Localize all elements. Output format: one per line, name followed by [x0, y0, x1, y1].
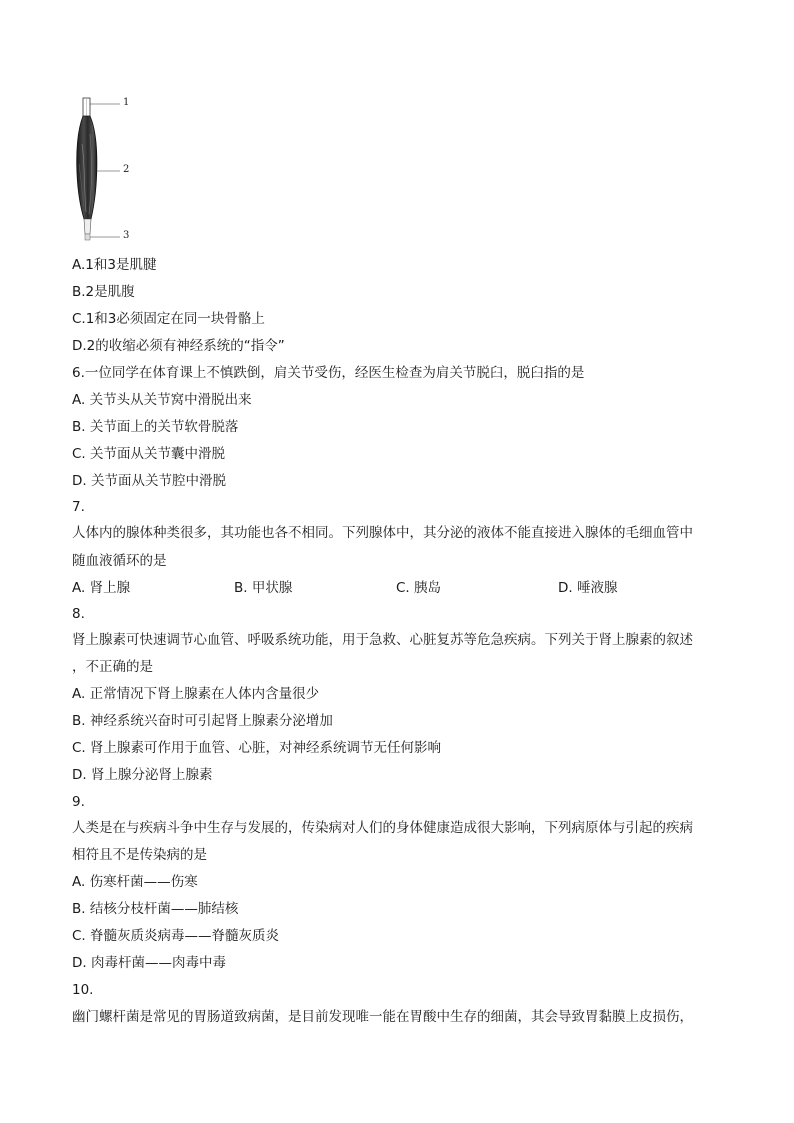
q7-stem-line1: 人体内的腺体种类很多，其功能也各不相同。下列腺体中，其分泌的液体不能直接进入腺体的毛细血管中 [72, 525, 693, 541]
q10-number: 10. [72, 982, 94, 998]
q8-stem-line1: 肾上腺素可快速调节心血管、呼吸系统功能，用于急救、心脏复苏等危急疾病。下列关于肾上腺素的叙述 [72, 632, 693, 648]
q5-option-b: B.2是肌腹 [72, 284, 135, 300]
q9-option-c: C. 脊髓灰质炎病毒——脊髓灰质炎 [72, 928, 280, 944]
q8-option-b: B. 神经系统兴奋时可引起肾上腺素分泌增加 [72, 713, 333, 729]
q7-number: 7. [72, 499, 85, 515]
q7-option-c: C. 胰岛 [396, 580, 442, 596]
q8-number: 8. [72, 606, 85, 622]
q9-option-a: A. 伤寒杆菌——伤寒 [72, 874, 198, 890]
figure-label-3: 3 [123, 230, 130, 241]
q8-option-a: A. 正常情况下肾上腺素在人体内含量很少 [72, 686, 320, 702]
q6-option-c: C. 关节面从关节囊中滑脱 [72, 446, 226, 462]
q8-option-d: D. 肾上腺分泌肾上腺素 [72, 767, 213, 783]
q10-stem-line1: 幽门螺杆菌是常见的胃肠道致病菌，是目前发现唯一能在胃酸中生存的细菌，其会导致胃黏膜上皮损伤， [72, 1009, 693, 1025]
q9-option-b: B. 结核分枝杆菌——肺结核 [72, 901, 239, 917]
q7-options-row [72, 579, 732, 597]
muscle-illustration [70, 94, 160, 248]
q6-option-d: D. 关节面从关节腔中滑脱 [72, 473, 226, 489]
figure-label-2: 2 [123, 164, 130, 175]
figure-label-1: 1 [123, 97, 130, 108]
q7-option-b: B. 甲状腺 [234, 580, 293, 596]
q5-option-c: C.1和3必须固定在同一块骨骼上 [72, 311, 265, 327]
q9-stem-line1: 人类是在与疾病斗争中生存与发展的，传染病对人们的身体健康造成很大影响，下列病原体与引起的疾病 [72, 820, 693, 836]
q6-stem: 6.一位同学在体育课上不慎跌倒，肩关节受伤，经医生检查为肩关节脱臼，脱臼指的是 [72, 365, 585, 381]
q6-option-b: B. 关节面上的关节软骨脱落 [72, 419, 239, 435]
q5-option-d: D.2的收缩必须有神经系统的“指令” [72, 338, 285, 354]
q5-option-a: A.1和3是肌腱 [72, 257, 157, 273]
q7-stem-line2: 随血液循环的是 [72, 553, 167, 569]
q7-option-d: D. 唾液腺 [558, 580, 618, 596]
q8-stem-line2: ，不正确的是 [72, 659, 153, 675]
q6-option-a: A. 关节头从关节窝中滑脱出来 [72, 392, 252, 408]
q9-option-d: D. 肉毒杆菌——肉毒中毒 [72, 955, 226, 971]
q7-option-a: A. 肾上腺 [72, 580, 131, 596]
q8-option-c: C. 肾上腺素可作用于血管、心脏，对神经系统调节无任何影响 [72, 740, 442, 756]
muscle-diagram [70, 94, 160, 248]
q9-number: 9. [72, 794, 85, 810]
q9-stem-line2: 相符且不是传染病的是 [72, 847, 207, 863]
